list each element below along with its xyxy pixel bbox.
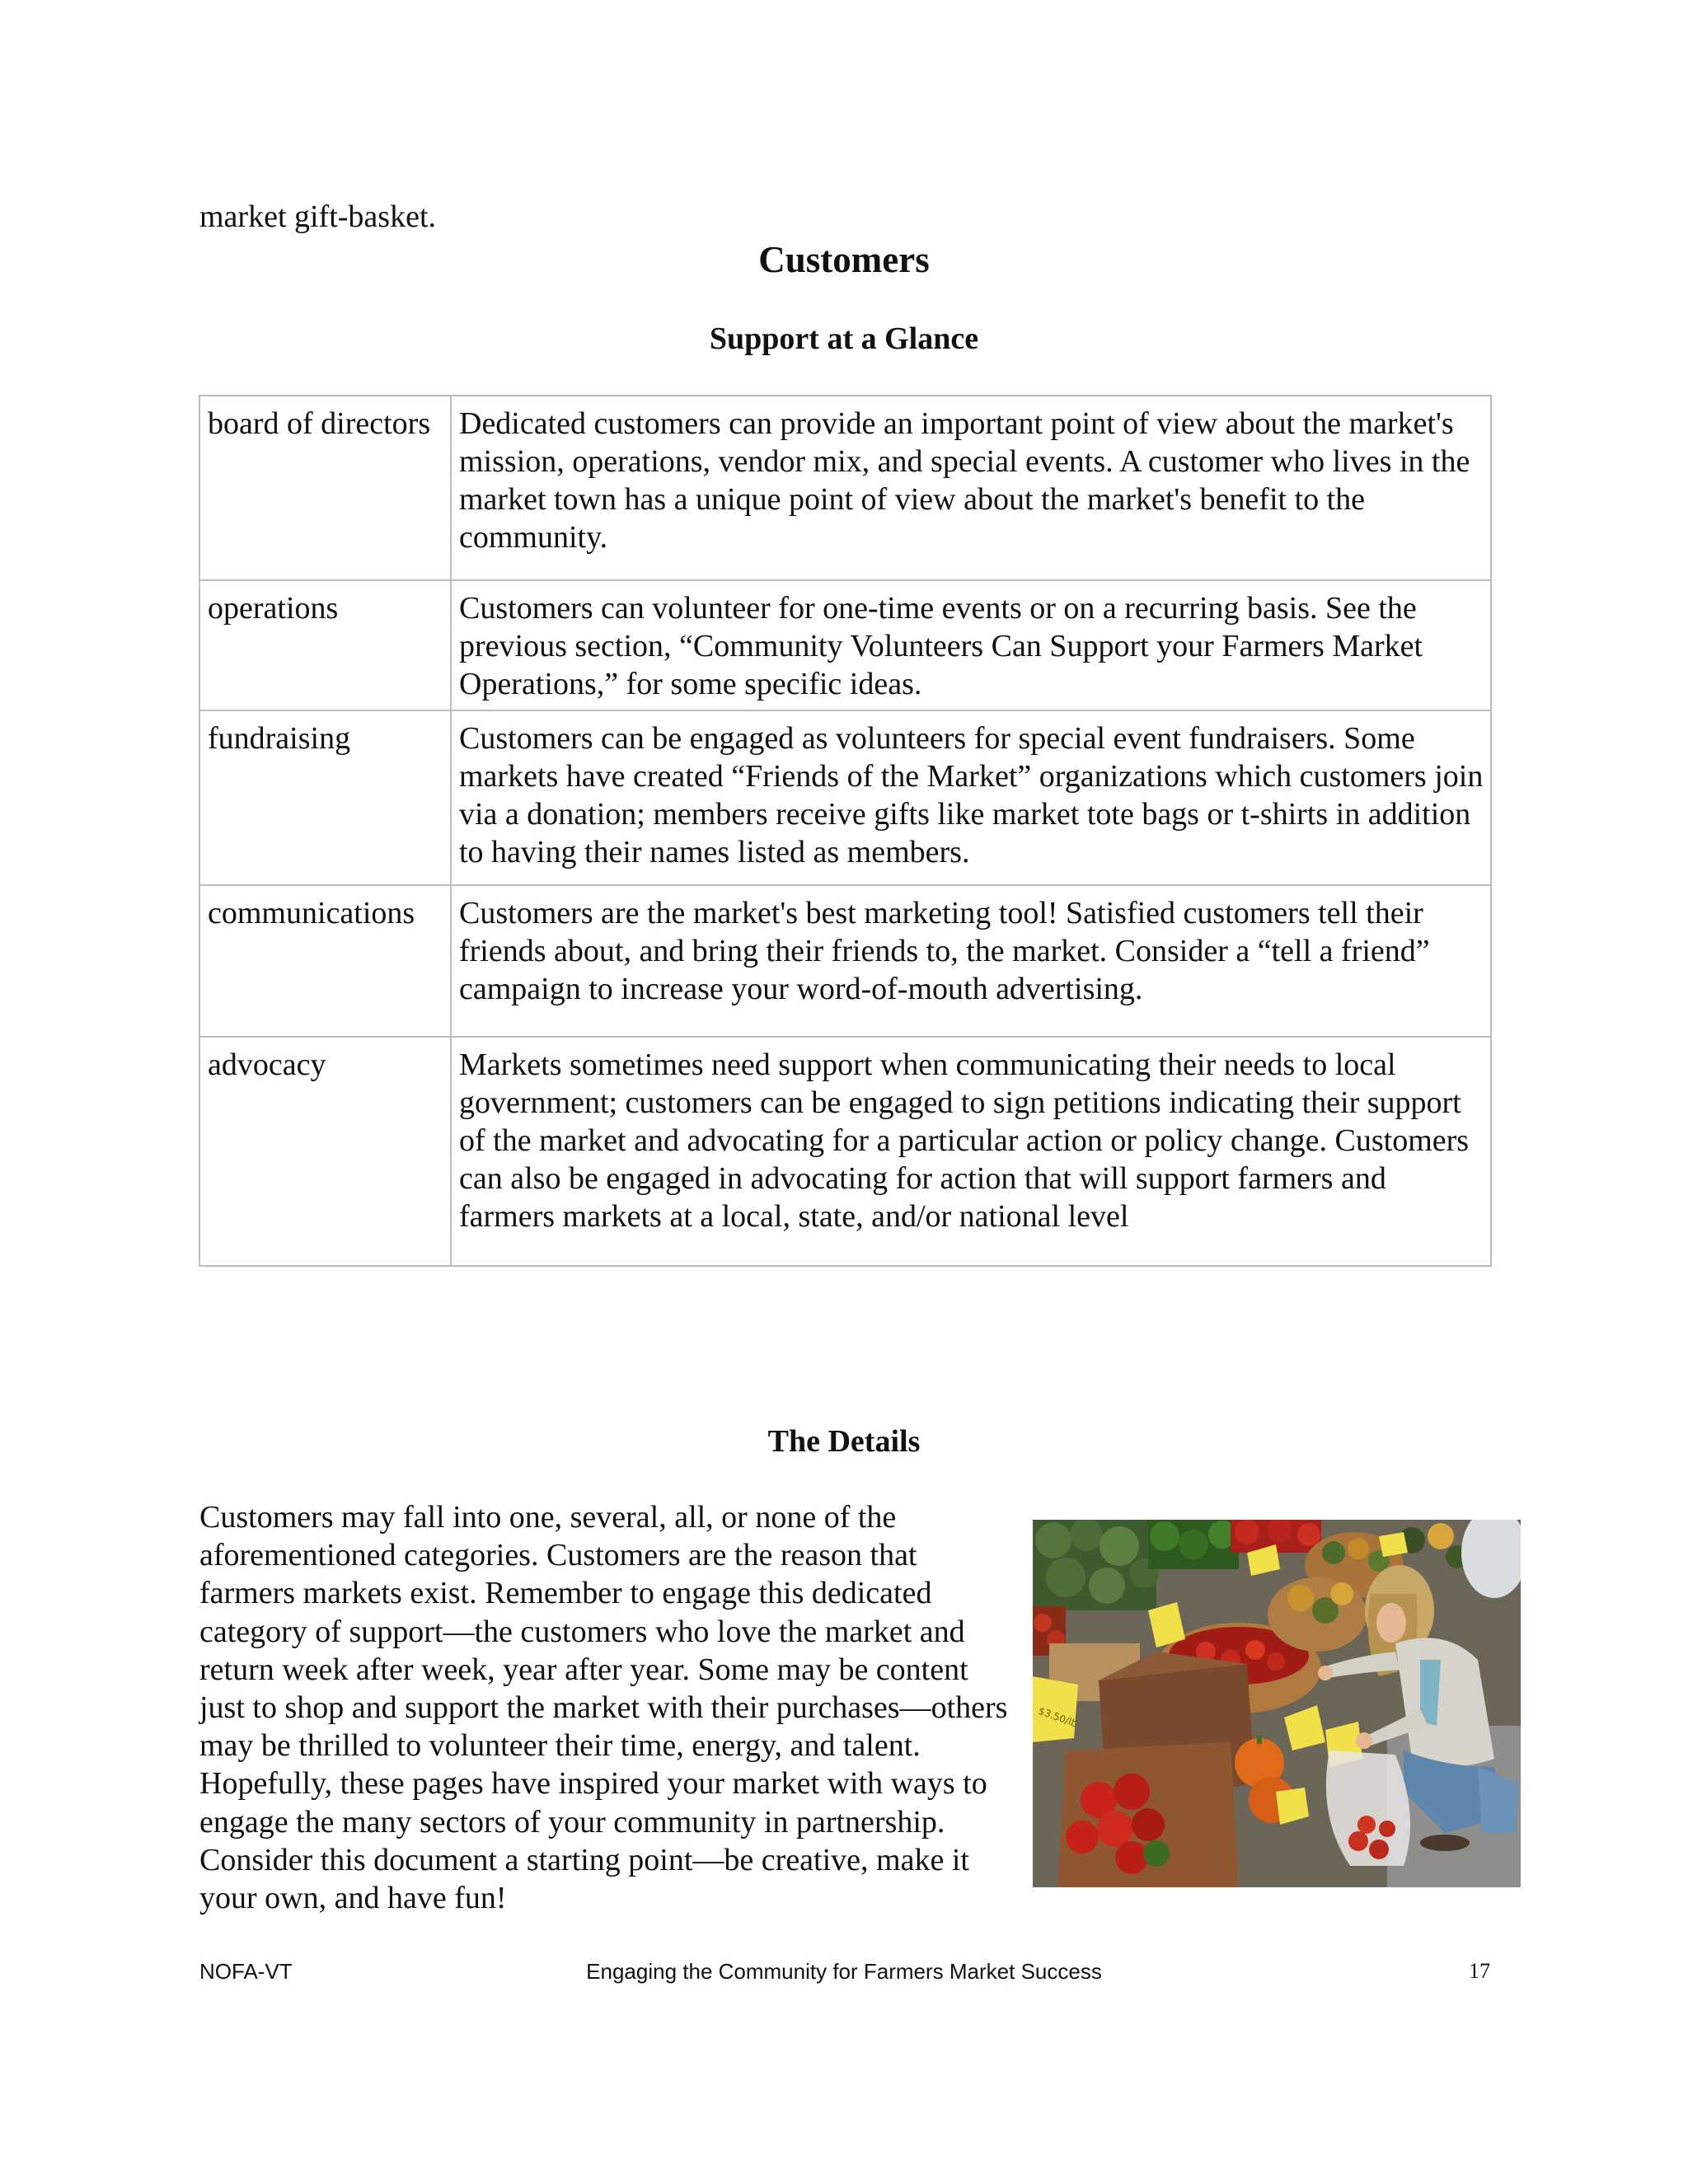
category-cell: advocacy (199, 1037, 451, 1266)
details-paragraph: Customers may fall into one, several, all, or none of the aforementioned categories. Customers are the reason that farmers markets exist. Remember to engage this dedicated category of support—the customers who love the market and return week after week, year after year. Some may be content just to shop and support the market with their purchases—others may be thrilled to volunteer their time, energy, and talent. Hopefully, these pages have inspired your market with ways to engage the many sectors of your community in partnership. Consider this document a starting point—be creative, make it your own, and have fun! (199, 1500, 1008, 1916)
support-table (199, 395, 1492, 1267)
description-cell: Customers can volunteer for one-time events or on a recurring basis. See the previous section, “Community Volunteers Can Support your Farmers Market Operations,” for some specific ideas. (451, 580, 1491, 710)
carryover-text: market gift-basket. (199, 199, 437, 234)
footer-document-title: Engaging the Community for Farmers Market Success (586, 1959, 1102, 1984)
description-cell: Customers can be engaged as volunteers for special event fundraisers. Some markets have created “Friends of the Market” organizations which customers join via a donation; members receive gifts like market tote bags or t-shirts in addition to having their names listed as members. (451, 710, 1491, 885)
description-cell: Customers are the market's best marketing tool! Satisfied customers tell their friends about, and bring their friends to, the market. Consider a “tell a friend” campaign to increase your word-of-mouth advertising. (451, 885, 1491, 1037)
category-cell: communications (199, 885, 451, 1037)
category-cell: fundraising (199, 710, 451, 885)
market-photo (1033, 1520, 1521, 1887)
table-row (199, 580, 1491, 710)
section-title: Customers (758, 239, 930, 280)
footer-org: NOFA-VT (199, 1959, 293, 1984)
table-row (199, 396, 1491, 580)
details-title: The Details (767, 1424, 921, 1459)
description-cell: Dedicated customers can provide an important point of view about the market's mission, operations, vendor mix, and special events. A customer who lives in the market town has a unique point of view about the market's benefit to the community. (451, 396, 1491, 580)
category-cell: operations (199, 580, 451, 710)
table-row (199, 885, 1491, 1037)
glance-title: Support at a Glance (709, 321, 979, 356)
table-row (199, 1037, 1491, 1266)
description-cell: Markets sometimes need support when communicating their needs to local government; customers can be engaged to sign petitions indicating their support of the market and advocating for a particular action or policy change. Customers can also be engaged in advocating for action that will support farmers and farmers markets at a local, state, and/or national level (451, 1037, 1491, 1266)
price-sign: $3.50/lb (1036, 1704, 1080, 1730)
category-cell: board of directors (199, 396, 451, 580)
page-number: 17 (1469, 1959, 1490, 1983)
table-row (199, 710, 1491, 885)
